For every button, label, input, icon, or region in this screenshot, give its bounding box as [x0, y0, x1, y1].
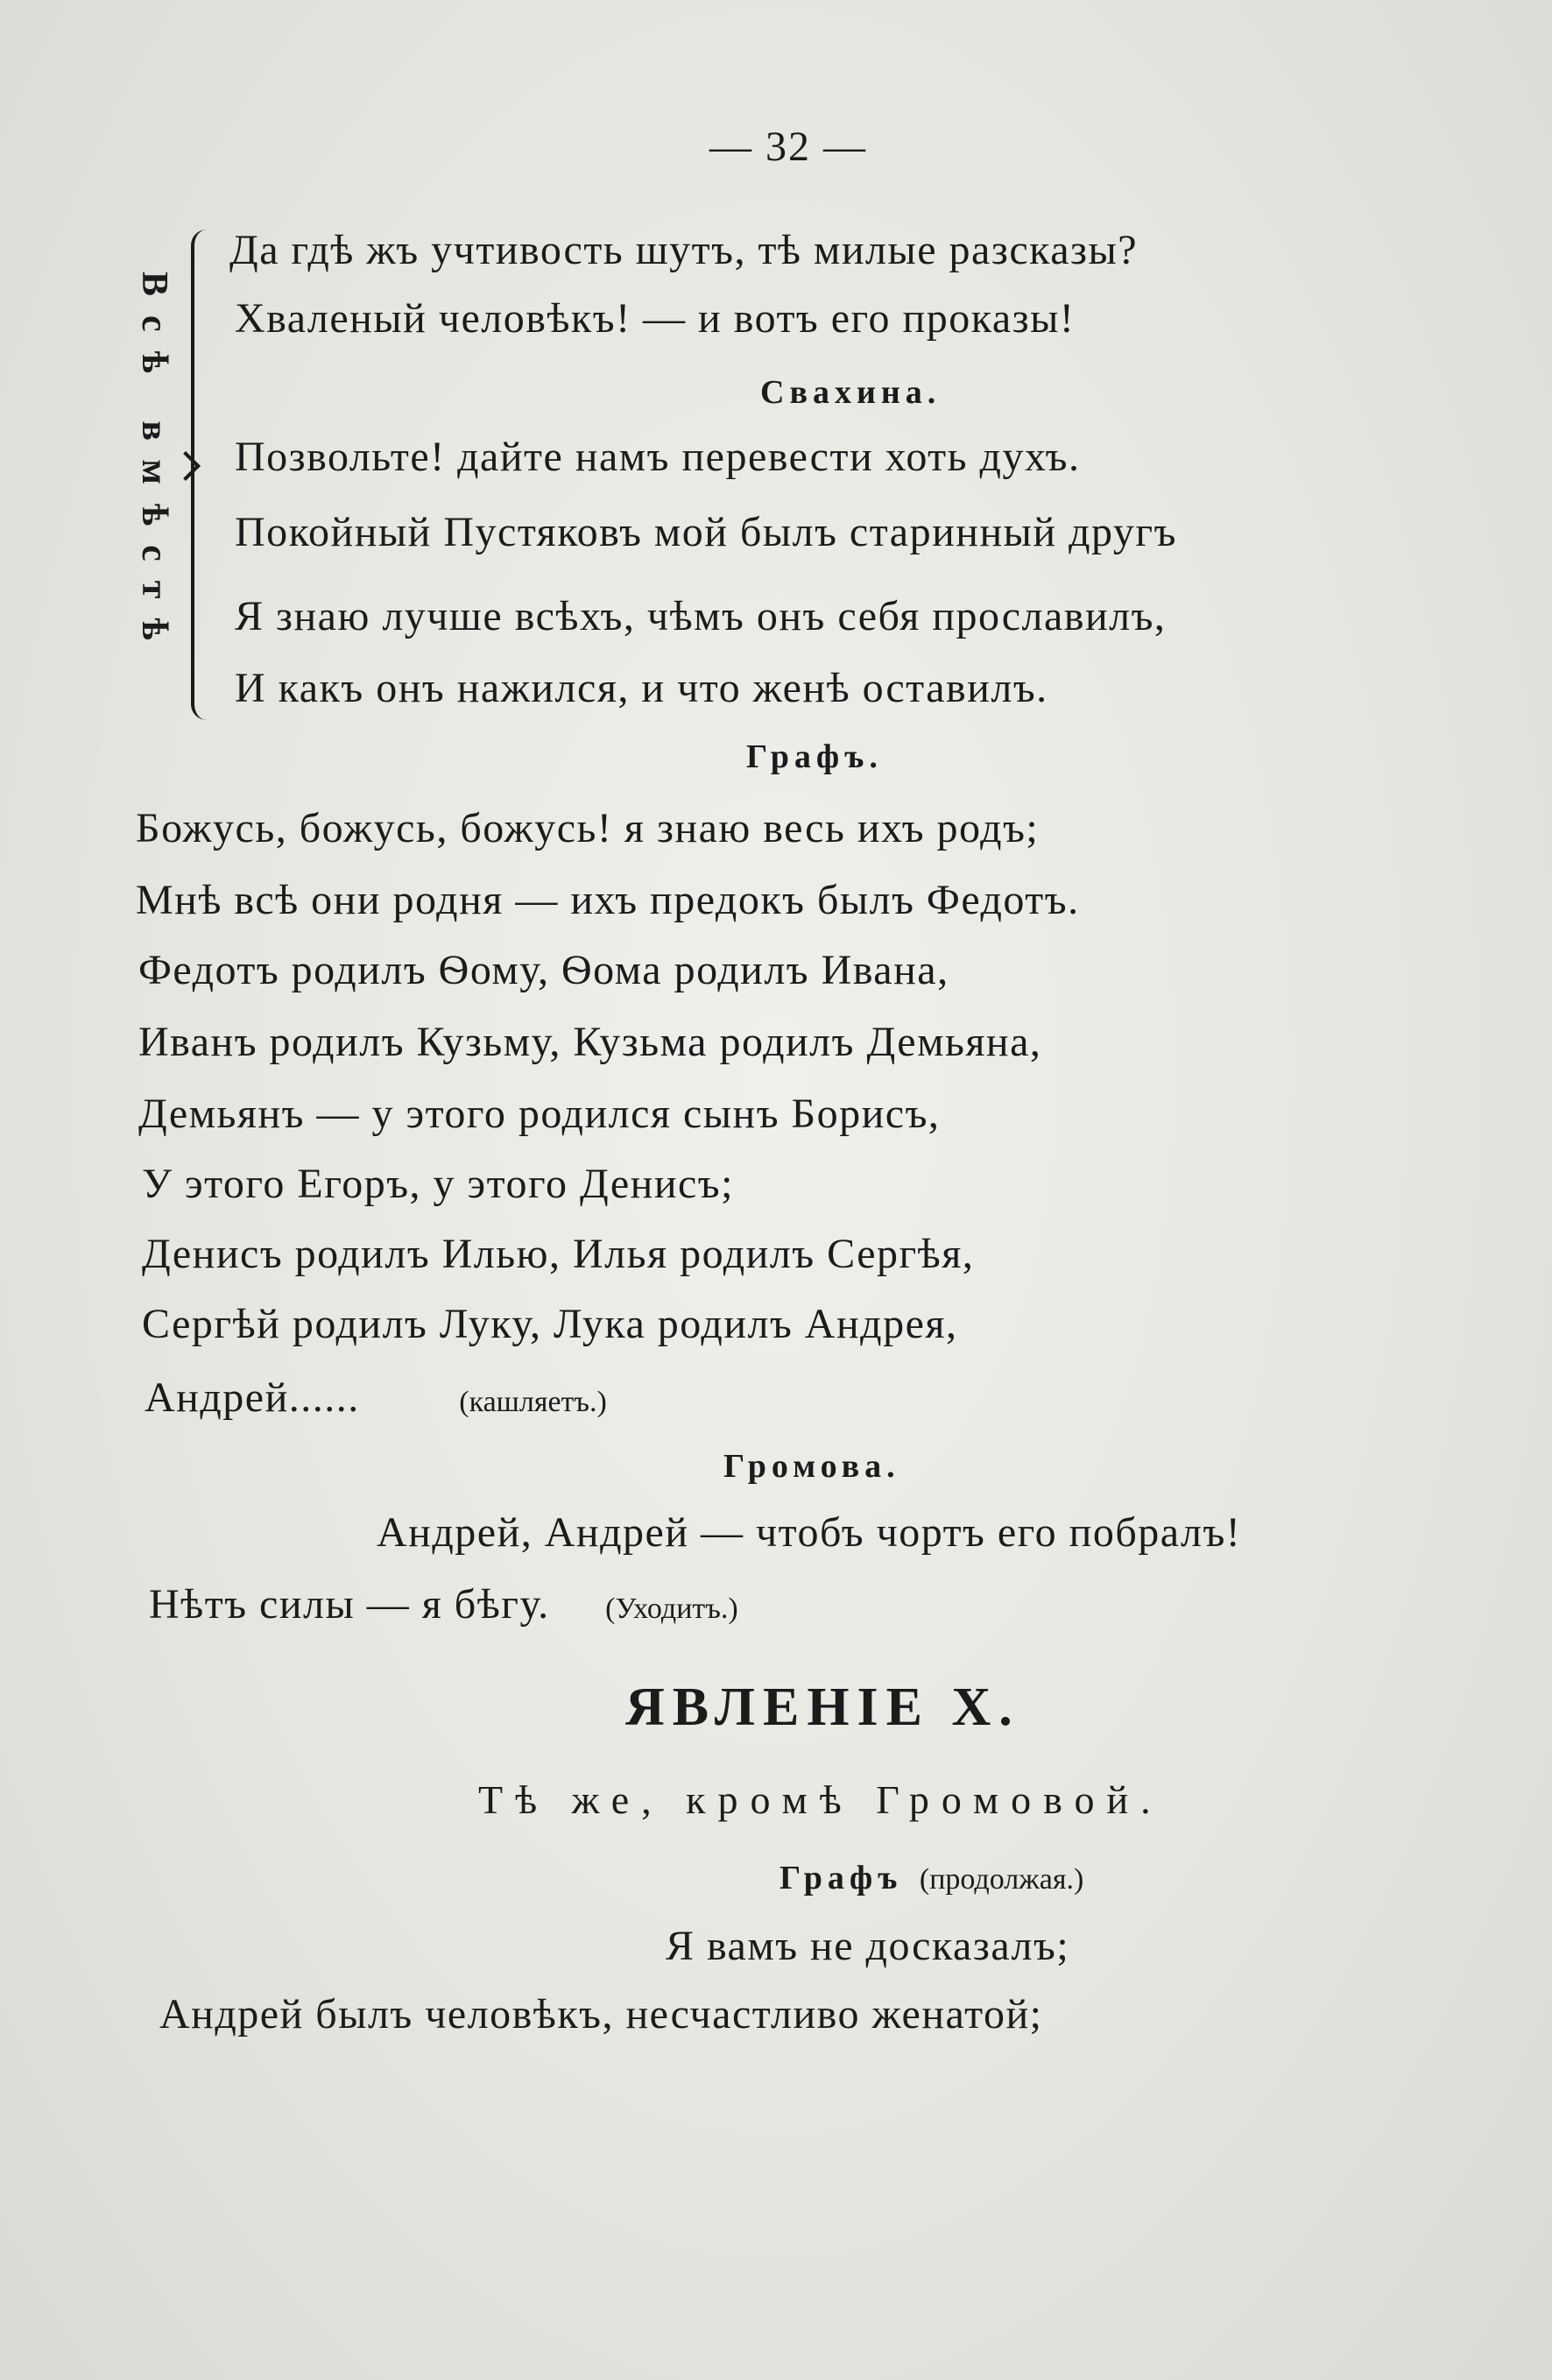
scene-subheading: Тѣ же, кромѣ Громовой. [478, 1777, 1163, 1822]
stage-direction-exits: (Уходитъ.) [605, 1593, 738, 1625]
speaker-graf-continuing [780, 1859, 1083, 1897]
stage-direction-coughs: (кашляетъ.) [459, 1386, 607, 1418]
speaker-graf: Графъ. [746, 738, 883, 775]
verse-line-15-text: Андрей...... [145, 1374, 360, 1421]
verse-line-7: Божусь, божусь, божусь! я знаю весь ихъ родъ; [136, 805, 1040, 851]
verse-line-15 [145, 1374, 607, 1421]
aside-label-all-together: Всѣ вмѣстѣ [134, 272, 174, 660]
verse-line-4: Покойный Пустяковъ мой былъ старинный другъ [235, 509, 1177, 555]
page-number: — 32 — [709, 124, 867, 170]
verse-line-16: Андрей, Андрей — чтобъ чортъ его побралъ! [377, 1509, 1242, 1556]
verse-line-11: Демьянъ — у этого родился сынъ Борисъ, [138, 1091, 941, 1137]
verse-line-13: Денисъ родилъ Илью, Илья родилъ Сергѣя, [142, 1231, 975, 1277]
verse-line-12: У этого Егоръ, у этого Денисъ; [142, 1161, 734, 1207]
speaker-svakhina: Свахина. [760, 374, 942, 411]
speaker-gromova: Громова. [723, 1448, 900, 1485]
verse-line-17 [149, 1581, 738, 1628]
verse-line-6: И какъ онъ нажился, и что женѣ оставилъ. [235, 665, 1048, 711]
verse-line-14: Сергѣй родилъ Луку, Лука родилъ Андрея, [142, 1301, 958, 1347]
verse-line-17-text: Нѣтъ силы — я бѣгу. [149, 1581, 550, 1628]
brace-ornament [191, 230, 212, 720]
verse-line-1: Да гдѣ жъ учтивость шутъ, тѣ милые разсказы? [229, 227, 1139, 273]
verse-line-19: Андрей былъ человѣкъ, несчастливо женатой; [159, 1991, 1043, 2037]
verse-line-9: Федотъ родилъ Ѳому, Ѳома родилъ Ивана, [138, 947, 949, 993]
verse-line-5: Я знаю лучше всѣхъ, чѣмъ онъ себя прославилъ, [235, 593, 1167, 639]
speaker-graf-name: Графъ [780, 1860, 903, 1896]
stage-direction-continuing: (продолжая.) [919, 1863, 1084, 1896]
verse-line-8: Мнѣ всѣ они родня — ихъ предокъ былъ Федотъ. [136, 877, 1080, 923]
verse-line-2: Хваленый человѣкъ! — и вотъ его проказы! [235, 295, 1076, 342]
verse-line-10: Иванъ родилъ Кузьму, Кузьма родилъ Демьяна, [138, 1019, 1042, 1065]
verse-line-3: Позвольте! дайте намъ перевести хоть духъ. [235, 434, 1081, 480]
scene-heading: ЯВЛЕНІЕ X. [625, 1677, 1020, 1737]
verse-line-18: Я вамъ не досказалъ; [666, 1923, 1070, 1969]
